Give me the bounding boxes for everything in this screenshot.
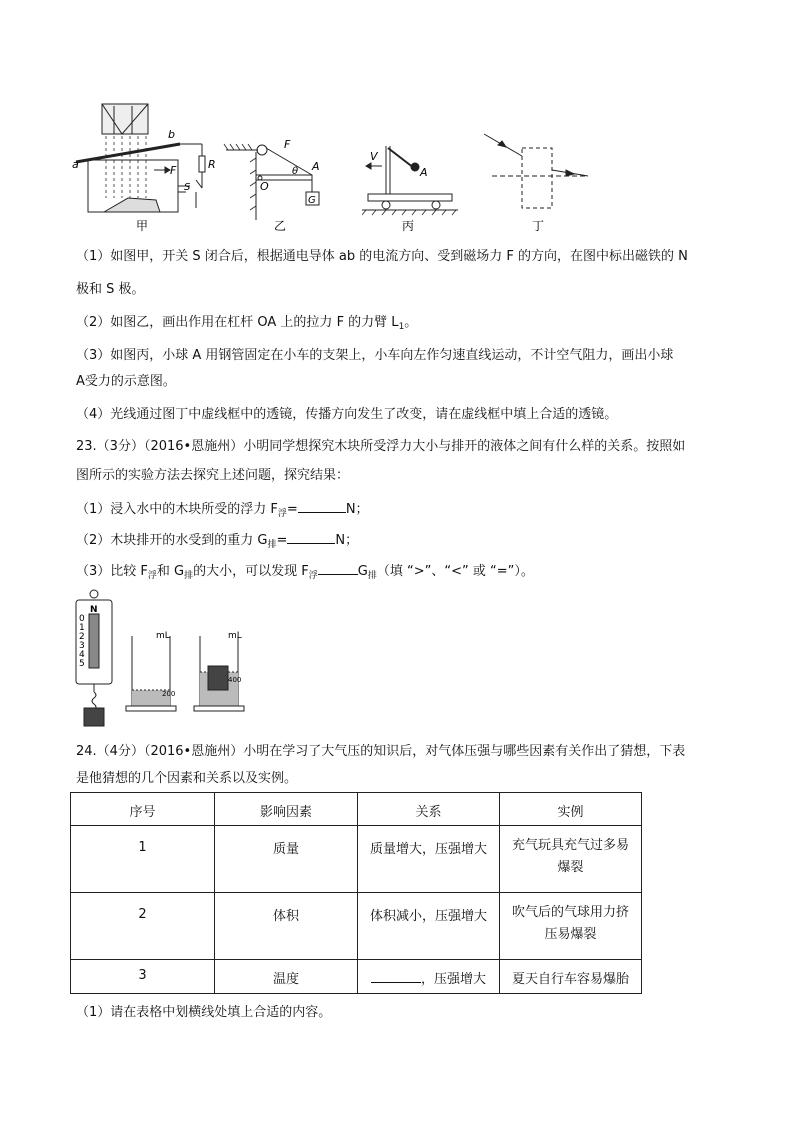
row1-no: 1: [71, 826, 215, 893]
q23-sub3-sub1: 浮: [147, 571, 157, 581]
q23-sub1-unit: N；: [345, 502, 369, 517]
q23-sub3-text-c: 的大小，可以发现 F: [193, 564, 309, 579]
row2-example-line2: 压易爆裂: [544, 927, 597, 942]
q23-sub1: [76, 500, 369, 523]
row3-factor: 温度: [215, 960, 358, 994]
q23-sub3-sub4: 排: [367, 571, 377, 581]
lever-drawing: [224, 144, 319, 220]
q23-sub1-subscript: 浮: [277, 509, 287, 519]
q22-part1-line2: 极和 S 极。: [76, 282, 145, 297]
caption-ding: 丁: [532, 219, 545, 232]
row2-factor: 体积: [215, 893, 358, 960]
q23-sub2-unit: N；: [335, 533, 359, 548]
label-a: a: [72, 158, 79, 171]
row1-example: [500, 826, 642, 893]
caption-yi: 乙: [274, 219, 287, 232]
q24-sub1: （1）请在表格中划横线处填上合适的内容。: [76, 1005, 332, 1020]
q24-intro-line1: 24.（4分）（2016•恩施州）小明在学习了大气压的知识后，对气体压强与哪些因素有关作出了猜想，下表: [76, 744, 686, 759]
row2-relation: 体积减小，压强增大: [358, 893, 500, 960]
q23-sub2-subscript: 排: [267, 540, 277, 550]
q23-sub2-text: （2）木块排开的水受到的重力 G: [76, 533, 268, 548]
magnet-drawing: [76, 104, 205, 212]
label-A: A: [312, 160, 320, 173]
cylinder-1-reading: 200: [162, 690, 176, 698]
scale-tick-4: 4: [79, 650, 85, 660]
label-G: G: [308, 195, 316, 206]
row3-no: 3: [71, 960, 215, 994]
figure-ding: [478, 126, 598, 232]
lens-box-drawing: [484, 134, 588, 208]
row2-example: [500, 893, 642, 960]
q23-sub3-sub3: 浮: [308, 571, 318, 581]
q23-sub3-blank[interactable]: [318, 562, 358, 575]
row3-relation-blank[interactable]: [371, 970, 421, 983]
label-R: R: [208, 158, 216, 171]
label-O: O: [260, 180, 269, 193]
label-b: b: [168, 128, 175, 141]
label-A: A: [420, 166, 428, 179]
q23-sub3: [76, 562, 534, 585]
table-header-row: [71, 793, 642, 826]
table-row: [71, 960, 642, 994]
q22-part2-text: （2）如图乙，画出作用在杠杆 OA 上的拉力 F 的力臂 L: [76, 315, 399, 330]
q23-sub3-sub2: 排: [184, 571, 194, 581]
scale-tick-5: 5: [79, 659, 85, 669]
figure-jia: [70, 100, 230, 232]
row1-factor: 质量: [215, 826, 358, 893]
q23-sub1-text: （1）浸入水中的木块所受的浮力 F: [76, 502, 278, 517]
scale-tick-0: 0: [79, 614, 85, 624]
q23-sub3-text-b: 和 G: [156, 564, 185, 579]
q22-part1-line1: （1）如图甲，开关 S 闭合后，根据通电导体 ab 的电流方向、受到磁场力 F 的方向，在图中标出磁铁的 N: [76, 249, 688, 264]
scale-tick-1: 1: [79, 623, 85, 633]
q23-sub3-text-a: （3）比较 F: [76, 564, 148, 579]
q23-sub2: [76, 531, 358, 554]
row3-relation: [358, 960, 500, 994]
row3-example: 夏天自行车容易爆胎: [500, 960, 642, 994]
row2-example-line1: 吹气后的气球用力挤: [511, 905, 629, 920]
cylinder-2-unit: mL: [228, 631, 242, 641]
scale-ticks: [79, 614, 85, 669]
q23-intro-line1: 23.（3分）（2016•恩施州）小明同学想探究木块所受浮力大小与排开的液体之间有什么样的关系。按照如: [76, 439, 686, 454]
q22-part2-end: 。: [404, 315, 418, 330]
q23-sub3-text-e: （填 “>”、“<” 或 “=”）。: [376, 564, 534, 579]
q24-intro-line2: 是他猜想的几个因素和关系以及实例。: [76, 771, 298, 786]
scale-tick-3: 3: [79, 641, 85, 651]
q23-sub1-blank[interactable]: [298, 500, 346, 513]
header-example: 实例: [500, 793, 642, 826]
row1-example-line1: 充气玩具充气过多易: [511, 838, 629, 853]
label-V: V: [370, 150, 378, 163]
q22-part2: [76, 314, 417, 336]
figure-yi: [222, 132, 332, 232]
q24-table: [70, 792, 642, 994]
header-no: 序号: [71, 793, 215, 826]
q22-part2-sub: 1: [398, 322, 405, 332]
label-F: F: [284, 138, 291, 151]
q22-part3-line1: （3）如图丙，小球 A 用钢管固定在小车的支架上，小车向左作匀速直线运动，不计空气阻力，画出小球: [76, 348, 674, 363]
cylinder-1-unit: mL: [156, 631, 170, 641]
q22-part3-line2: A受力的示意图。: [76, 374, 176, 389]
label-theta: θ: [292, 166, 299, 177]
label-S: S: [184, 182, 191, 193]
q22-part4: （4）光线通过图丁中虚线框中的透镜，传播方向发生了改变，请在虚线框中填上合适的透镜。: [76, 407, 618, 422]
q23-sub3-text-d: G: [357, 564, 368, 579]
header-factor: 影响因素: [215, 793, 358, 826]
caption-bing: 丙: [402, 219, 415, 232]
q23-sub1-eq: =: [286, 502, 298, 517]
cylinder-2: [194, 636, 244, 711]
scale-tick-2: 2: [79, 632, 85, 642]
figure-bing: [362, 140, 462, 232]
q23-sub2-blank[interactable]: [287, 531, 335, 544]
header-relation: 关系: [358, 793, 500, 826]
row1-relation: 质量增大，压强增大: [358, 826, 500, 893]
q23-sub2-eq: =: [276, 533, 288, 548]
scale-label-N: N: [90, 605, 98, 615]
q23-intro-line2: 图所示的实验方法去探究上述问题，探究结果：: [76, 468, 350, 483]
figure-q23: [72, 588, 248, 730]
caption-jia: 甲: [136, 219, 149, 232]
table-row: [71, 893, 642, 960]
cylinder-1: [126, 636, 176, 711]
row1-example-line2: 爆裂: [557, 860, 584, 875]
cylinder-2-reading: 400: [228, 676, 242, 684]
row3-relation-text: ，压强增大: [420, 972, 486, 987]
row2-no: 2: [71, 893, 215, 960]
table-row: [71, 826, 642, 893]
label-F: F: [170, 164, 177, 177]
